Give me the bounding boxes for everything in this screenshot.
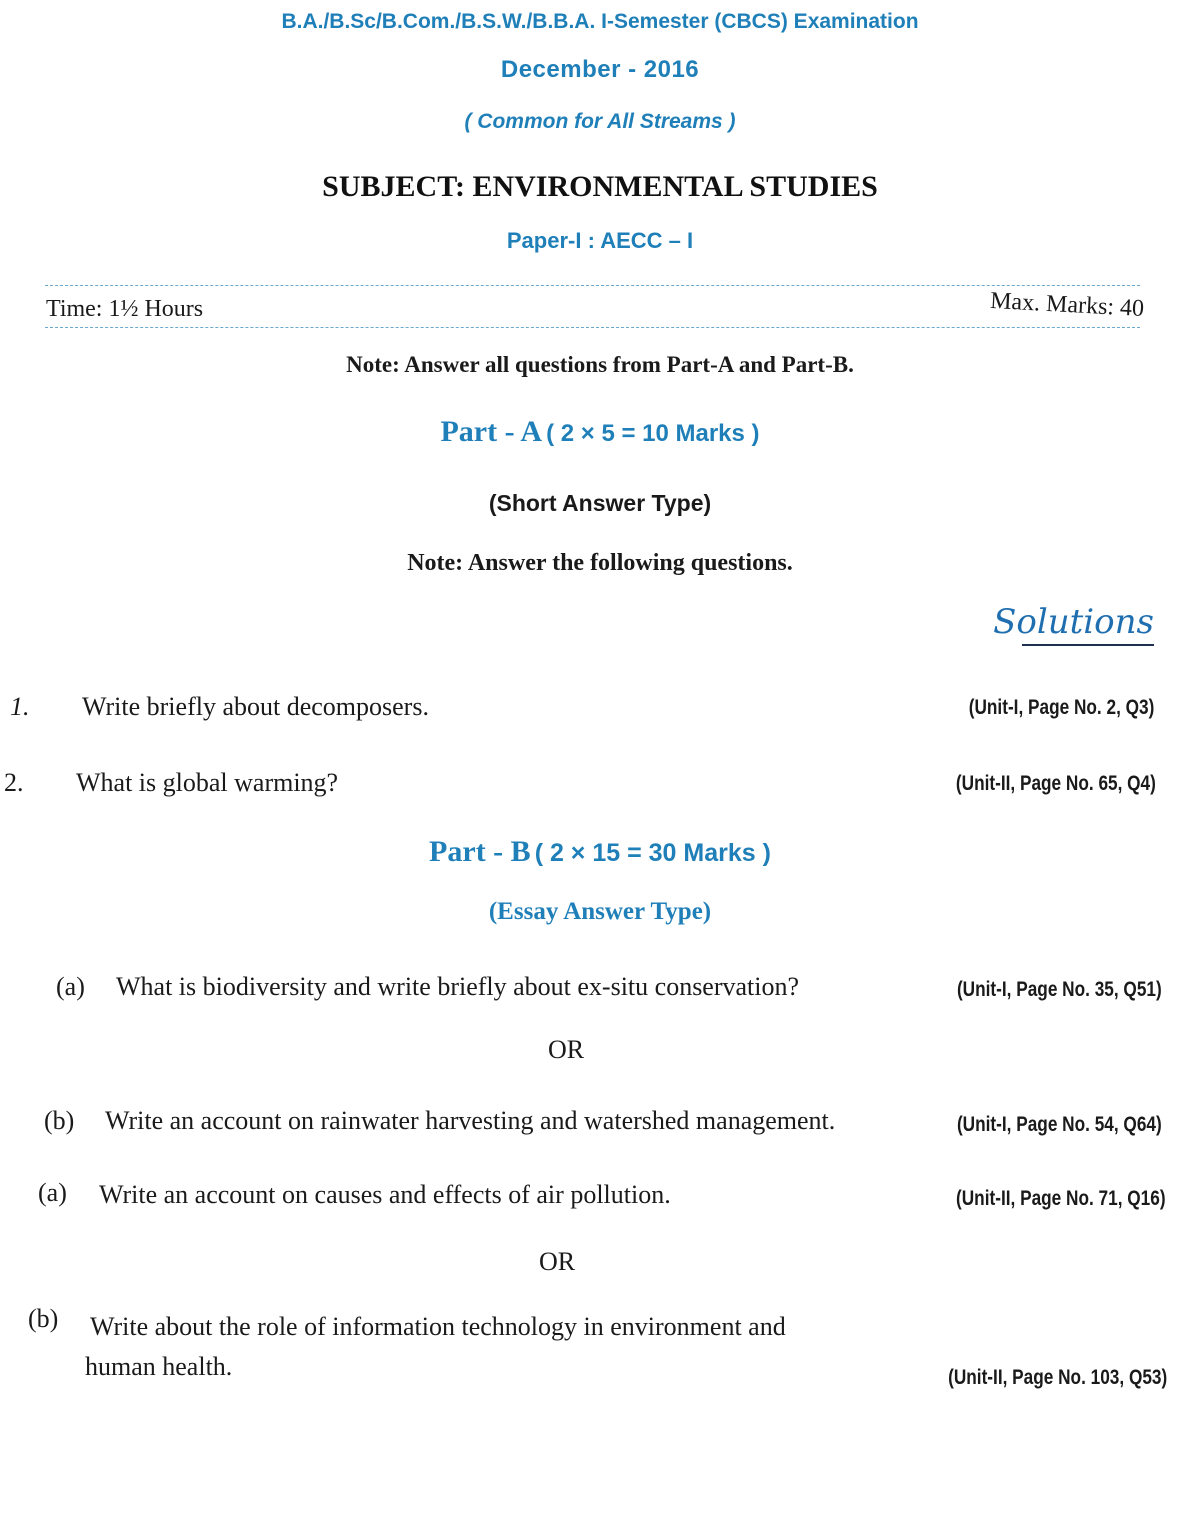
exam-date: December - 2016 — [500, 56, 700, 83]
q2-reference: (Unit-II, Page No. 65, Q4) — [956, 772, 1156, 795]
part-b-heading — [0, 835, 1200, 869]
q4a-label: (a) — [38, 1178, 67, 1207]
q2-text: What is global warming? — [76, 768, 339, 797]
part-b-type: (Essay Answer Type) — [488, 898, 712, 925]
part-b-marks: ( 2 × 15 = 30 Marks ) — [534, 839, 771, 867]
part-a-heading — [0, 415, 1200, 449]
top-rule — [45, 285, 1140, 286]
exam-title: B.A./B.Sc/B.Com./B.S.W./B.B.A. I-Semester (CBCS) Examination — [281, 10, 919, 33]
q4b-reference: (Unit-II, Page No. 103, Q53) — [947, 1366, 1167, 1389]
q4b-text-continued: human health. — [85, 1352, 233, 1381]
streams-note: ( Common for All Streams ) — [464, 110, 736, 133]
time-label: Time: 1½ Hours — [46, 296, 204, 322]
or-divider-2: OR — [539, 1247, 576, 1276]
solutions-label: Solutions — [993, 602, 1154, 642]
max-marks-label: Max. Marks: 40 — [989, 287, 1145, 322]
part-a-note: Note: Answer the following questions. — [407, 550, 793, 576]
q3b-text: Write an account on rainwater harvesting and watershed management. — [105, 1106, 836, 1135]
q3b-reference: (Unit-I, Page No. 54, Q64) — [957, 1113, 1162, 1136]
bottom-rule — [45, 327, 1140, 328]
q4b-label: (b) — [28, 1304, 59, 1333]
q1-number: 1. — [10, 692, 30, 721]
q1-reference: (Unit-I, Page No. 2, Q3) — [968, 696, 1154, 719]
q1-text: Write briefly about decomposers. — [82, 692, 429, 721]
paper-code: Paper-I : AECC – I — [506, 228, 694, 253]
part-a-marks: ( 2 × 5 = 10 Marks ) — [546, 420, 760, 447]
q3a-text: What is biodiversity and write briefly about ex-situ conservation? — [116, 972, 800, 1001]
subject-title: SUBJECT: ENVIRONMENTAL STUDIES — [322, 170, 878, 203]
q4a-reference: (Unit-II, Page No. 71, Q16) — [956, 1187, 1166, 1210]
part-a-title: Part - A — [440, 415, 543, 448]
q4a-text: Write an account on causes and effects of air pollution. — [99, 1180, 671, 1209]
or-divider-1: OR — [548, 1035, 585, 1064]
q3a-reference: (Unit-I, Page No. 35, Q51) — [957, 978, 1162, 1001]
q3a-label: (a) — [56, 972, 85, 1001]
q4b-text: Write about the role of information technology in environment and — [90, 1312, 786, 1341]
q2-number: 2. — [4, 768, 24, 797]
solutions-underline — [1022, 644, 1154, 646]
q3b-label: (b) — [44, 1106, 75, 1135]
part-a-type: (Short Answer Type) — [488, 490, 712, 516]
solutions-heading — [993, 602, 1154, 646]
part-b-title: Part - B — [429, 835, 531, 868]
note-main: Note: Answer all questions from Part-A and Part-B. — [346, 352, 854, 377]
